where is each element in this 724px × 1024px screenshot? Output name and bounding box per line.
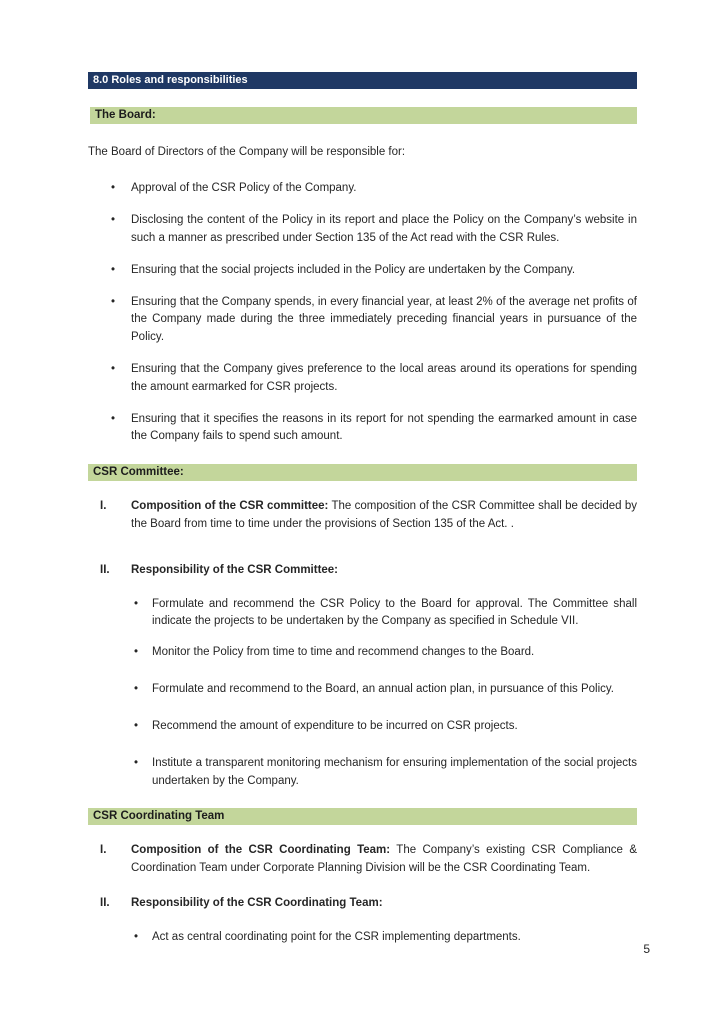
bullet-text: Institute a transparent monitoring mechanism for ensuring implementation of the social projects undertaken by the Company. [152, 756, 637, 787]
roman-item [88, 562, 637, 580]
committee-bullet-list [88, 596, 637, 791]
bullet-item [88, 411, 637, 447]
roman-numeral: I. [100, 500, 107, 513]
roman-body [131, 498, 637, 534]
bullet-marker: • [111, 362, 116, 375]
bullet-item [88, 644, 637, 662]
roman-title: Responsibility of the CSR Coordinating Team: [131, 896, 383, 909]
bullet-item [88, 180, 637, 198]
roman-item [88, 895, 637, 913]
roman-numeral: II. [100, 563, 110, 576]
bullet-item [88, 681, 637, 699]
bullet-marker: • [111, 182, 116, 195]
bullet-text: Ensuring that it specifies the reasons in its report for not spending the earmarked amount in case the Company fails to spend such amount. [131, 412, 637, 443]
subheading-the-board: The Board: [90, 107, 637, 124]
bullet-marker: • [134, 756, 139, 769]
bullet-text: Recommend the amount of expenditure to be incurred on CSR projects. [152, 719, 518, 732]
roman-item [88, 498, 637, 534]
bullet-text: Ensuring that the Company spends, in every financial year, at least 2% of the average net profits of the Company made during the three immediately preceding financial years in pursuance of the Policy. [131, 295, 637, 344]
subheading-csr-committee: CSR Committee: [88, 464, 637, 481]
bullet-marker: • [134, 719, 139, 732]
bullet-marker: • [134, 683, 139, 696]
bullet-item [88, 755, 637, 791]
bullet-item [88, 929, 637, 947]
roman-title: Responsibility of the CSR Committee: [131, 563, 339, 576]
bullet-text: Formulate and recommend to the Board, an annual action plan, in pursuance of this Policy. [152, 683, 614, 696]
bullet-text: Act as central coordinating point for the CSR implementing departments. [152, 930, 521, 943]
roman-title: Composition of the CSR Coordinating Team: [131, 844, 391, 857]
roman-text: The composition of the CSR Committee shall be decided by the Board from time to time under the provisions of Section 135 of the Act. . [131, 500, 637, 530]
bullet-marker: • [111, 295, 116, 308]
roman-text: The Company’s existing CSR Compliance & Coordination Team under Corporate Planning Division will be the CSR Coordinating Team. [131, 844, 637, 875]
board-bullet-list [88, 180, 637, 446]
roman-body [131, 562, 637, 580]
bullet-marker: • [111, 214, 116, 227]
bullet-text: Disclosing the content of the Policy in its report and place the Policy on the Company’s website in such a manner as prescribed under Section 135 of the Act read with the CSR Rules. [131, 214, 637, 244]
bullet-item [88, 294, 637, 347]
bullet-item [88, 262, 637, 280]
section-header: 8.0 Roles and responsibilities [88, 72, 637, 89]
bullet-item [88, 361, 637, 397]
roman-title: Composition of the CSR committee: [131, 500, 329, 513]
bullet-marker: • [134, 646, 139, 659]
subheading-csr-coordinating-team: CSR Coordinating Team [88, 808, 637, 825]
roman-numeral: I. [100, 844, 107, 857]
bullet-item [88, 718, 637, 736]
bullet-marker: • [134, 930, 139, 943]
bullet-text: Ensuring that the social projects included in the Policy are undertaken by the Company. [131, 263, 576, 276]
bullet-marker: • [111, 412, 116, 425]
roman-item [88, 842, 637, 878]
bullet-text: Ensuring that the Company gives preference to the local areas around its operations for spending the amount earmarked for CSR projects. [131, 362, 637, 393]
bullet-text: Formulate and recommend the CSR Policy to the Board for approval. The Committee shall indicate the projects to be undertaken by the Company as specified in Schedule VII. [152, 597, 637, 628]
bullet-text: Approval of the CSR Policy of the Company. [131, 182, 357, 195]
coordinating-bullet-list [88, 929, 637, 947]
bullet-marker: • [111, 263, 116, 276]
board-intro: The Board of Directors of the Company will be responsible for: [88, 146, 406, 158]
roman-body [131, 842, 637, 878]
bullet-text: Monitor the Policy from time to time and recommend changes to the Board. [152, 646, 535, 659]
roman-body [131, 895, 637, 913]
roman-numeral: II. [100, 896, 110, 909]
bullet-marker: • [134, 597, 139, 610]
page-number: 5 [643, 942, 650, 956]
bullet-item [88, 212, 637, 248]
bullet-item [88, 596, 637, 632]
